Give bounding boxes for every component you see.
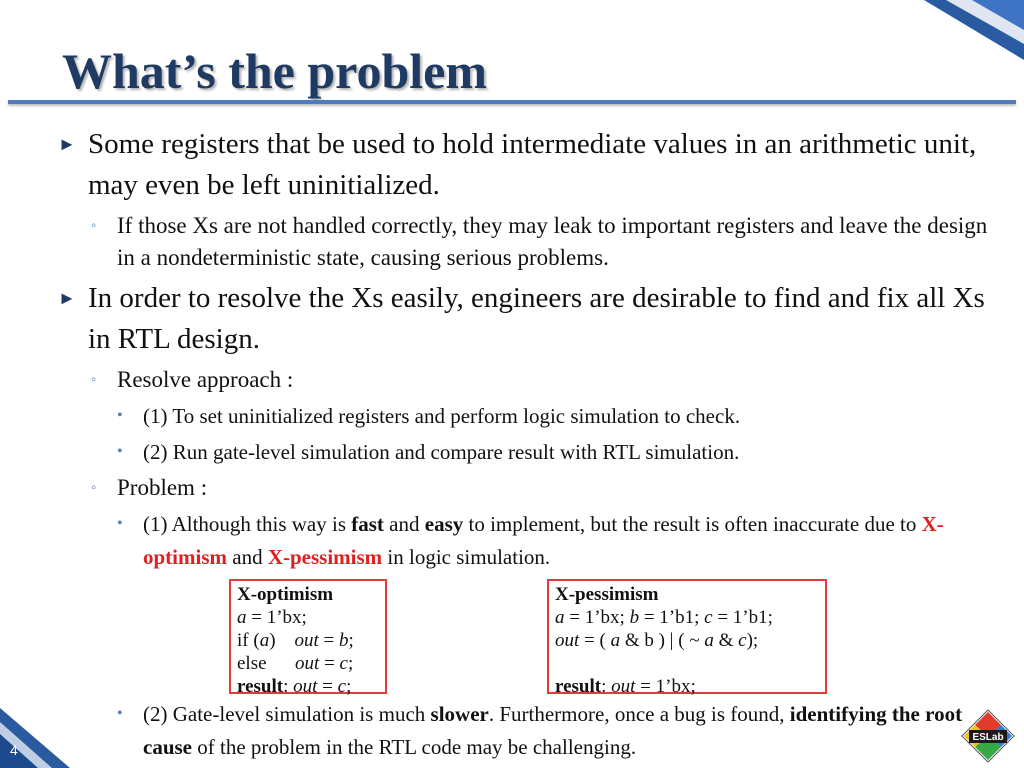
text-segment: and [227, 545, 268, 569]
subbullet-xs-leak [91, 210, 1000, 274]
slide-content [0, 124, 1000, 577]
bullet-uninitialized-registers [58, 124, 1000, 206]
text-segment: of the problem in the RTL code may be challenging. [192, 735, 637, 759]
text-x-optimism: X-optimism [143, 512, 944, 569]
text-fast: fast [351, 512, 384, 536]
text-segment: to implement, but the result is often inaccurate due to [463, 512, 922, 536]
subsubbullet-problem-1 [117, 508, 1000, 574]
eslab-logo-icon [960, 708, 1016, 764]
code-line: result: out = c; [237, 676, 352, 697]
circle-bullet-icon: ◦ [91, 372, 97, 388]
x-pessimism-code-box [547, 579, 827, 697]
bullet-resolve-xs [58, 278, 1000, 360]
triangle-bullet-icon: ► [58, 134, 76, 154]
corner-decoration-top-right [884, 0, 1024, 60]
subsubbullet-problem-2 [117, 698, 973, 764]
subbullet-resolve-approach [91, 364, 1000, 396]
text-segment: (1) Although this way is [143, 512, 352, 536]
text-slower: slower [430, 702, 489, 726]
dot-bullet-icon: • [117, 407, 123, 424]
code-line: a = 1’bx; [237, 607, 307, 628]
bullet-text: (2) Run gate-level simulation and compare result with RTL simulation. [143, 440, 740, 464]
text-segment: in logic simulation. [382, 545, 551, 569]
code-line: a = 1’bx; b = 1’b1; c = 1’b1; [555, 607, 773, 628]
text-segment: (2) Gate-level simulation is much [143, 702, 431, 726]
x-pessimism-header: X-pessimism [555, 584, 659, 605]
slide-number: 4 [10, 742, 18, 758]
bullet-text: Resolve approach : [117, 367, 294, 392]
code-line: result: out = 1’bx; [555, 676, 696, 697]
bullet-text: In order to resolve the Xs easily, engineers are desirable to find and fix all Xs in RTL design. [88, 282, 985, 355]
bullet-text: Problem : [117, 475, 208, 500]
text-root-cause: identifying the root cause [143, 702, 963, 759]
text-segment: . Furthermore, once a bug is found, [488, 702, 790, 726]
dot-bullet-icon: • [117, 515, 123, 532]
circle-bullet-icon: ◦ [91, 218, 97, 234]
bullet-text: If those Xs are not handled correctly, they may leak to important registers and leave the design in a nondeterministic state, causing serious problems. [117, 213, 988, 270]
dot-bullet-icon: • [117, 443, 123, 460]
code-line: if (a) out = b; [237, 630, 354, 651]
page-title: What’s the problem [62, 43, 487, 99]
svg-text:ESLab: ESLab [972, 732, 1004, 743]
code-line: out = ( a & b ) | ( ~ a & c); [555, 630, 759, 651]
circle-bullet-icon: ◦ [91, 480, 97, 496]
text-x-pessimism: X-pessimism [267, 545, 383, 569]
subsubbullet-resolve-2 [117, 436, 1000, 469]
code-line: else out = c; [237, 653, 354, 674]
text-segment: and [383, 512, 425, 536]
code-line-blank [555, 652, 819, 675]
title-underline [8, 100, 1016, 104]
bullet-text: (1) To set uninitialized registers and perform logic simulation to check. [143, 404, 741, 428]
subsubbullet-resolve-1 [117, 400, 1000, 433]
x-optimism-header: X-optimism [237, 584, 334, 605]
dot-bullet-icon: • [117, 705, 123, 722]
triangle-bullet-icon: ► [58, 288, 76, 308]
x-optimism-code-box [229, 579, 387, 697]
text-easy: easy [424, 512, 464, 536]
corner-decoration-bottom-left [0, 708, 70, 768]
subbullet-problem [91, 472, 1000, 504]
bullet-text: Some registers that be used to hold intermediate values in an arithmetic unit, may even be left uninitialized. [88, 128, 977, 201]
